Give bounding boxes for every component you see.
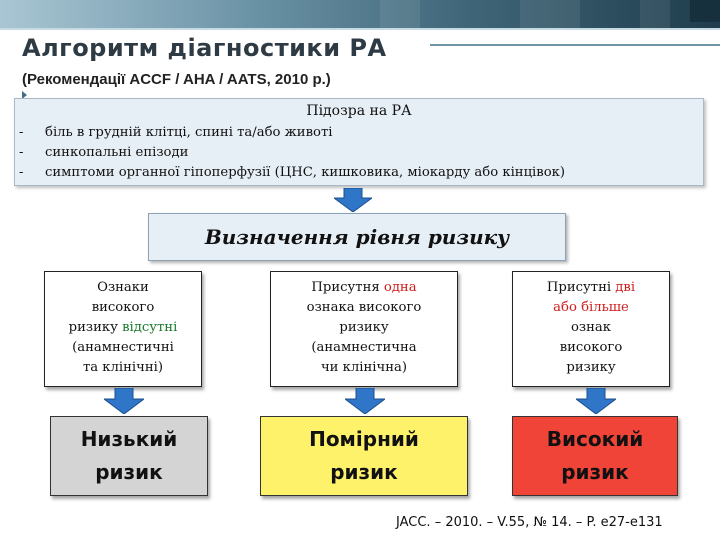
condition-text: ризику (566, 360, 616, 375)
highlight-one: одна (383, 280, 417, 295)
symptom-item: - синкопальні епізоди (19, 145, 189, 160)
outcome-low-risk (50, 416, 208, 496)
condition-text: Присутня одна (311, 280, 417, 295)
page-subtitle: (Рекомендації ACCF / AHA / AATS, 2010 р.) (22, 71, 331, 88)
condition-text: ознака високого (306, 300, 422, 315)
header-band (0, 0, 720, 28)
outcome-label: Помірний (309, 427, 419, 451)
outcome-moderate-risk (260, 416, 468, 496)
condition-one-risk-sign (270, 271, 458, 387)
condition-no-risk-signs (44, 271, 202, 387)
outcome-label: ризик (561, 460, 629, 484)
citation: JACC. – 2010. – V.55, № 14. – P. e27-e131 (396, 515, 663, 530)
condition-text: Присутні дві (546, 280, 636, 295)
highlight-two: дві (615, 280, 636, 295)
outcome-high-risk (512, 416, 678, 496)
symptom-list (19, 123, 565, 183)
risk-assessment-label: Визначення рівня ризику (204, 225, 510, 249)
condition-text: ризику (339, 320, 389, 335)
arrow-down-icon (104, 388, 144, 414)
condition-text: високого (559, 340, 623, 355)
page-title: Алгоритм діагностики РА (22, 34, 387, 62)
highlight-absent: відсутні (122, 320, 178, 335)
suspicion-title: Підозра на РА (306, 103, 412, 119)
highlight-or-more: або більше (553, 300, 629, 315)
outcome-label: Низький (80, 427, 178, 451)
condition-text: Ознаки (97, 280, 149, 295)
condition-text: (анамнестичні (72, 340, 174, 355)
condition-text: високого (91, 300, 155, 315)
header-underline (0, 28, 720, 30)
header-corner (690, 0, 720, 22)
outcome-label: ризик (95, 460, 163, 484)
condition-text: та клінічні) (82, 360, 164, 375)
risk-assessment-box (148, 213, 566, 261)
condition-text: ризику відсутні (68, 320, 178, 335)
arrow-down-icon (345, 388, 385, 414)
title-accent-line (430, 44, 720, 46)
outcome-label: ризик (330, 460, 398, 484)
symptom-item: - симптоми органної гіпоперфузії (ЦНС, кишковика, міокарду або кінцівок) (19, 165, 566, 180)
suspicion-box (14, 98, 704, 186)
outcome-label: Високий (546, 427, 644, 451)
condition-text: чи клінічна) (320, 360, 408, 375)
condition-text: ознак (570, 320, 612, 335)
arrow-down-icon (576, 388, 616, 414)
arrow-down-icon (334, 188, 372, 212)
condition-two-or-more-risk-signs (512, 271, 670, 387)
symptom-item: - біль в грудній клітці, спині та/або животі (19, 125, 333, 140)
condition-text: (анамнестична (311, 340, 417, 355)
